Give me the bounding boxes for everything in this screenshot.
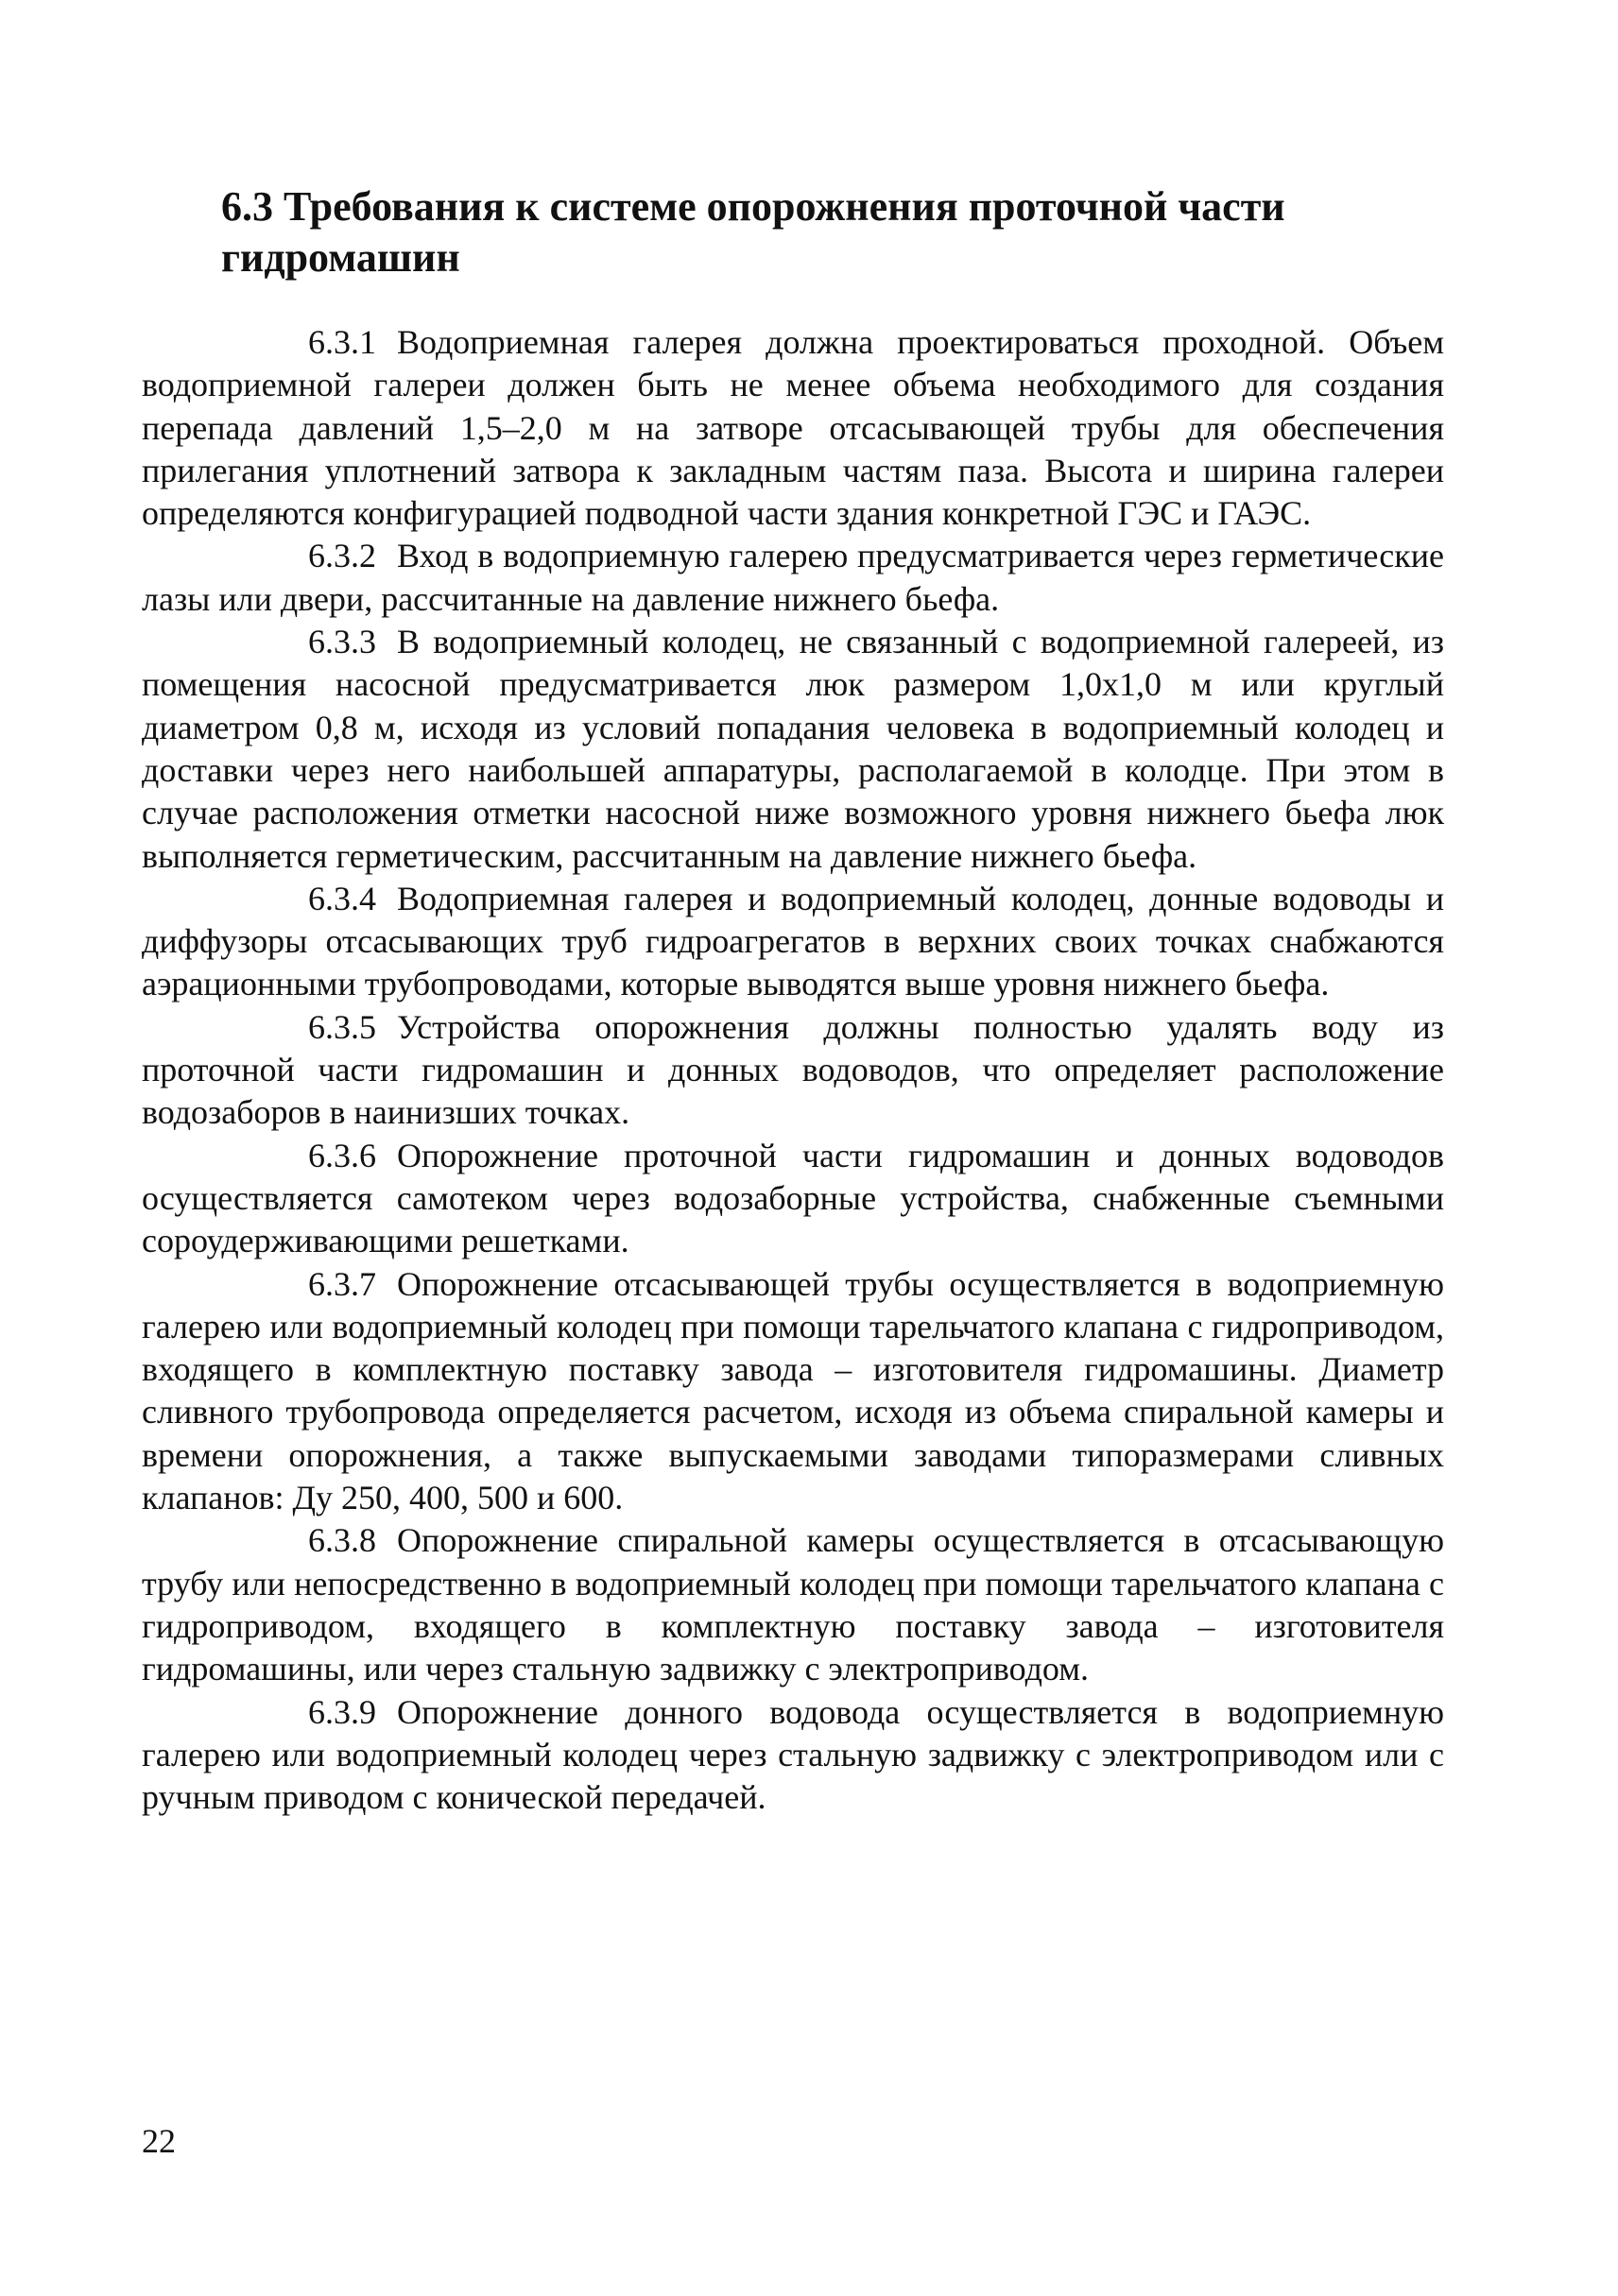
clause-number: 6.3.7 — [308, 1264, 376, 1303]
clause-6-3-3 — [142, 621, 1444, 878]
clause-number: 6.3.1 — [308, 323, 376, 361]
clause-number: 6.3.9 — [308, 1692, 376, 1731]
clause-6-3-6 — [142, 1135, 1444, 1263]
clause-text: В водоприемный колодец, не связанный с водоприемной галереей, из помещения насосной предусматривается люк размером 1,0х1,0 м или круглый диаметром 0,8 м, исходя из условий попадания человека в водоприемный колодец и доставки через него наибольшей аппаратуры, располагаемой в колодце. При этом в случае расположения отметки насосной ниже возможного уровня нижнего бьефа люк выполняется герметическим, рассчитанным на давление нижнего бьефа. — [142, 623, 1444, 875]
clause-6-3-2 — [142, 535, 1444, 621]
clause-text: Водоприемная галерея должна проектироваться проходной. Объем водоприемной галереи должен быть не менее объема необходимого для создания перепада давлений 1,5–2,0 м на затворе отсасывающей трубы для обеспечения прилегания уплотнений затвора к закладным частям паза. Высота и ширина галереи определяются конфигурацией подводной части здания конкретной ГЭС и ГАЭС. — [142, 323, 1444, 533]
clause-6-3-1 — [142, 321, 1444, 535]
clause-number: 6.3.5 — [308, 1007, 376, 1046]
clause-text: Опорожнение отсасывающей трубы осуществляется в водоприемную галерею или водоприемный колодец при помощи тарельчатого клапана с гидроприводом, входящего в комплектную поставку завода – изготовителя гидромашины. Диаметр сливного трубопровода определяется расчетом, исходя из объема спиральной камеры и времени опорожнения, а также выпускаемыми заводами типоразмерами сливных клапанов: Ду 250, 400, 500 и 600. — [142, 1264, 1444, 1517]
section-body — [142, 321, 1444, 1819]
clause-text: Водоприемная галерея и водоприемный колодец, донные водоводы и диффузоры отсасывающих труб гидроагрегатов в верхних своих точках снабжаются аэрационными трубопроводами, которые выводятся выше уровня нижнего бьефа. — [142, 879, 1444, 1003]
clause-6-3-8 — [142, 1519, 1444, 1690]
clause-number: 6.3.2 — [308, 537, 376, 575]
clause-6-3-5 — [142, 1006, 1444, 1135]
page-number: 22 — [142, 2122, 176, 2160]
clause-6-3-4 — [142, 878, 1444, 1006]
clause-6-3-7 — [142, 1263, 1444, 1520]
clause-text: Вход в водоприемную галерею предусматривается через герметические лазы или двери, рассчитанные на давление нижнего бьефа. — [142, 537, 1444, 618]
clause-number: 6.3.3 — [308, 623, 376, 661]
clause-text: Опорожнение донного водовода осуществляется в водоприемную галерею или водоприемный колодец через стальную задвижку с электроприводом или с ручным приводом с конической передачей. — [142, 1692, 1444, 1817]
clause-text: Опорожнение проточной части гидромашин и донных водоводов осуществляется самотеком через водозаборные устройства, снабженные съемными сороудерживающими решетками. — [142, 1136, 1444, 1260]
clause-text: Опорожнение спиральной камеры осуществляется в отсасывающую трубу или непосредственно в водоприемный колодец при помощи тарельчатого клапана с гидроприводом, входящего в комплектную поставку завода – изготовителя гидромашины, или через стальную задвижку с электроприводом. — [142, 1521, 1444, 1688]
clause-number: 6.3.8 — [308, 1521, 376, 1560]
clause-text: Устройства опорожнения должны полностью удалять воду из проточной части гидромашин и донных водоводов, что определяет расположение водозаборов в наинизших точках. — [142, 1007, 1444, 1132]
section-heading: 6.3 Требования к системе опорожнения проточной части гидромашин — [221, 183, 1285, 281]
clause-number: 6.3.6 — [308, 1136, 376, 1174]
clause-number: 6.3.4 — [308, 879, 376, 917]
clause-6-3-9 — [142, 1691, 1444, 1820]
